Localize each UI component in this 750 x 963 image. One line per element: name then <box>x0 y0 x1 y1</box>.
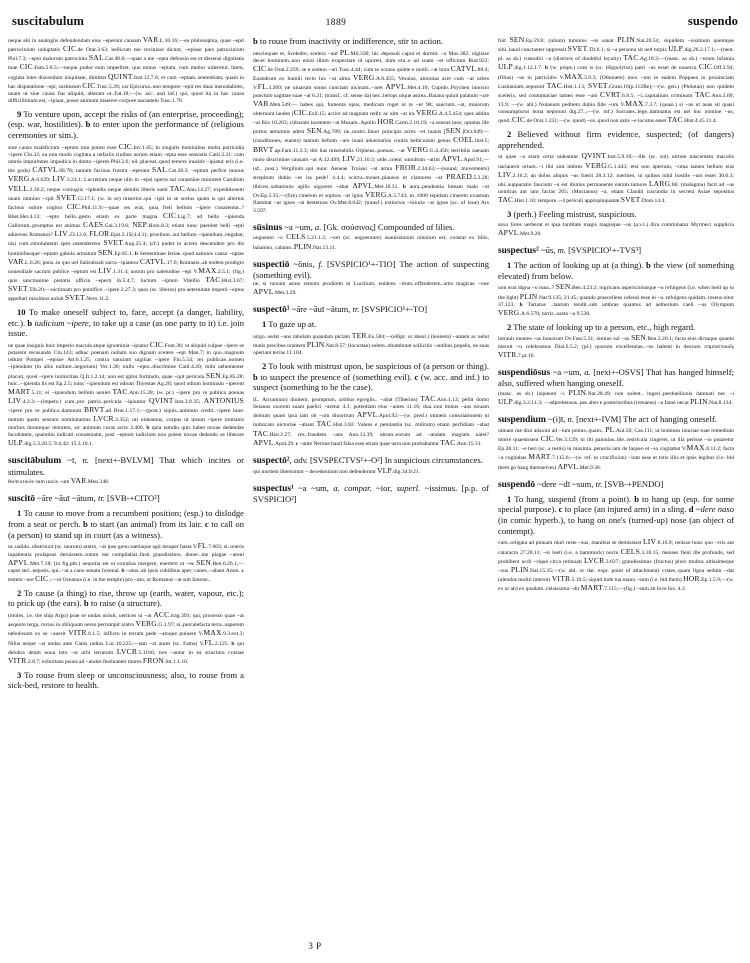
headword: suspectiō <box>253 259 290 270</box>
sense-definition-1: 1 To gaze up at. <box>262 319 317 330</box>
headword: suspectō¹ <box>253 305 290 316</box>
running-head <box>0 14 750 32</box>
sense-definition-3: 3 (perh.) Feeling mistrust, suspicious. <box>507 208 637 219</box>
citation-block: θωπευτικὸν sum uocis ~um VAR.Men.348. <box>8 476 110 486</box>
headword-grammar: ~a ~um, a. compar. ~ior, superl. ~issimus. [p.p. of SVSPICIO²] <box>253 482 489 505</box>
headword: suspendium <box>498 415 546 426</box>
citation-block: utinam me diui adaxint ad ~ium potius..quam.. PL.Aul.50; Cas.111; ut homines iniuriae tuae remedium morte quaesissent CIC.Ver.3.129; ni illi painulas..ille..restricula cingeret, ut illa perisse ~io putaretur Ep.28.11; ~e heri (sc. a restis) in maxima..penuria iam de laqueo et ~io cogitabat V.MAX.8.11.2; facta ~a cogitabas MART.7.115.6;—(w. ref. to crucifixion) ~ium sese et totis illis et ipsis legibus (i.e. bid them go hang themselves) APVL.Met.9.36. <box>498 424 734 471</box>
headword-grammar: ~ī, n. [next+-BVLVM] That which incites or stimulates. <box>8 455 244 477</box>
sense-definition-9: 9 To venture upon, accept the risks of (an enterprise, proceeding); (esp. war, hostilities). b to enter upon the performance of (religious ceremonies or sim.). <box>8 108 244 140</box>
page-footer <box>0 941 750 951</box>
headword-entry-suspectus2 <box>498 245 734 257</box>
sense-definition-2: 2 Believed without firm evidence, suspected; (of dangers) apprehended. <box>498 129 734 150</box>
citation-block: uirgo..sedat ~ans tabulam quandam pictam TER.Eu.584;—(ellipt. or absol.) (leonem) ~antem ac uelut mutis precibus orantem PLIN.Nat.8.57; (locustae) solem..obumbrant sollicitis ~antibus popalis, ne suas operiant terras 11.104. <box>253 331 489 357</box>
headword-grammar: ~a ~um, a. [Gk. σούσινος] Compounded of lilies. <box>282 221 455 232</box>
sense-definition-1b: b to rouse from inactivity or indifference, stir to action. <box>253 36 444 46</box>
column-container <box>0 36 750 941</box>
citation-block: unguento ~o CELS.5.21.1.2; ~um (sc. unguentum) suauissimum omnium est; constat ex liliis, balanino, calamo..PLIN.Nat.13.11. <box>253 232 489 251</box>
headword-grammar: ~a ~um, a. [next+-OSVS] That has hanged himself; also, suffered when hanging oneself. <box>498 366 734 389</box>
sense-definition-2: 2 To look with mistrust upon, be suspicious of (a person or thing). b to suspect the presence of (something evil). c (w. acc. and inf.) to suspect (something to be the case). <box>253 361 489 393</box>
sense-definition-1: 1 To cause to move from a recumbent position; (esp.) to dislodge from a seat or perch. b to start (an animal) from its lair. c to call on (a person) to stand up in court (as a witness). <box>8 508 244 540</box>
page-number: 1889 <box>325 18 347 28</box>
headword: suspectus¹ <box>253 483 294 494</box>
headword-entry-suspendium <box>498 414 734 426</box>
headword-grammar: ~(i)ī, n. [next+-IVM] The act of hanging oneself. <box>545 414 717 425</box>
headword: suscitō <box>8 494 36 505</box>
column-3 <box>498 36 734 941</box>
sense-definition-1: 1 To hang, suspend (from a point). b to hang up (esp. for some special purpose). c to place (an injured arm) in a sling. d ~dere naso (in comic hyperb.), to hang on one's (turned-up) nose (an object of contempt). <box>498 493 734 536</box>
headword-grammar: ~āre ~āuī ~ātum, tr. [SVB-+CITO²] <box>35 493 160 504</box>
headword: suspendiōsus <box>498 367 551 378</box>
headword: sūsinus <box>253 222 283 233</box>
citation-block: intrauit mentes ~us honorum Ov.Fast.5.31; nimius sul ~us SEN.Ben.2.26.1; facta eius dictaque quanto meruit ~u celebramus Dial.6.5.2; (pl.) quorum excellentiae..~us habent in deorum σπμπαττικοῖς VITR.7.pr.16. <box>498 333 734 359</box>
headword: suspendō <box>498 479 536 490</box>
sense-definition-10: 10 To make oneself subject to, face, accept (a danger, liability, etc.). b iudicium ~ipere, to take up a case (as one party to it) i.e. join issue. <box>8 307 244 339</box>
citation-block: cum..religata ad pinnam muri reste ~sus, manibus se demisisset LIV.8.16.9; renisso hunc quo ~cris aut cataracta 27.28.11; ~si loeti (i.e. a hammock) noctu CELS.3.18.15; menses fient ille profundo, sed prohibent ucdi ~rique circa retinuati LVCR.3.637; grandissimus (fructus) plurs multos altissimeque ~sus PLIN.Nat.15.35;—(w. abl. or dat. expr. point of attachment) crates..quam ligna sedum ~dat (alendos moliti intersit) VITR.5.10.5; siquid inde tua manu ~sum (i.e. bid them) HOR.Ep.1.5.9;—(w. ex or ab) ex quadam..celsissima ~dit MART.7.115;—(fig.) ~sum ab Iove Iuv. 4.3. <box>498 537 734 593</box>
citation-block: nescioquae te, Sceledre, scelera ~ant PL.Mil.330; hic deposuit caput et dormit. ~a Mos.382; uigilare decet hominem..non enim illum exspectare id oportet, dum eru..e ad suam ~et officium Rud.922; CIC.de Orat.2.259; se e somno ~ari Tusc.4.44; cum te octaua quiete e molli..~at hora CATVL.80.4; Euandrum ex humili tecto lux ~at alma VERG.A.8.455; Vesuius, attonitas acer cum ~at urbes V.FL.3.209; ne uiuarum sonus cunctam uicinam..~aret APVL.Met.4.10; Cupido..Psychen innoxio punctulo sagittae suae ~at 6.21; (transf., cf. sense 4a) nec..helops utque astrea..Baiana quiuit palatum ~are VAR.Men.549;— habes qui, fomenta opus, medicam roget ut te ~et 90; saucium..~at, maiorum obteruunt laudes [CIC.Exil.15; acrior ad magnam redit; ac uim ~at ira VERG.A.4.5.454; spes addita ~at Ibis 10.263; citharam tacentem ~at Musam..Apollo HOR.Carm.2.10.19; ~a sensus tuos; optatus ille portus aerumnis adest SEN.Ag.789; ne..nostri..fauor principis acres ~et inanis [SEN.]Oct.649;—(conditiones, euents) tantum bellum ~are inani aduersarios contra bellicosum genus COEL.hist.5; BRVT.ap.Fam.11.3.3; tibi has miserabilis Orpheus..poenas.. ~at VERG.G.4.456; terribilis saeuam mulo discrimine causam ~at A.12.499; LIV.21.10.3; uide..coem :umultum ~arint APVL.Apol.91;—(sf., post.) Vergilium..qui nunc Aeneae Troiani ~at arma FROR.2.34.63;—(sound, movements) strepitum dubio ~et ira pede! 4.4.4; scurra..mouet..plausus et clamores ~at PRAED.5.3.28; tibicen..saltationis agilis uigorem ~abat APVL.Met.10.31. b aura..pendentia luteam malo ~at Ov.Ep.5.35;—(fire) cinerem et sopitos ~at ignis VERG.A.5.743; m..1000 tepidam cinerem exustum flammat ~at ignes ~at hesternos Ov.Met.8.642; (transf.) extinctos ~iniuria ~at ignes (sc. of loue) Ars 3.597. <box>253 47 489 214</box>
headword: suspectō² <box>253 455 290 466</box>
column-2 <box>253 36 489 941</box>
headword-entry-suscito <box>8 493 244 505</box>
citation-block: ne quae insignis huic imperio macula atque ignominia ~ipiatur CIC.Font.36; ut aliquid culpae ~ipere se putarent recusando Clu.143; adhuc poenam nullam suo dignam scelere ~ept Man.7; in quo..magnum odium Pompei ~episse Att.6.1.25; contra naturam uigilias ~ipere Fin.5.54; rei publicae..nomen ~ipiendum (in aliis nullum..negotium) Ver.1.36; nullo ~epto..discrimine Catil.4.20; mihi uehementer placuit, quod ~ipere inimicitias Q.fr.1.2.14; non est igitur fortitudo, quae ~ipit pericula SEN.Ep.85.28; huic..~ipienda lis est Ep.2.5; nunc ~ipiendum est odium Thyestae Ag.28; quod odium hominum ~iperent MART.5.11; ei ~ipiendum bellum ueniet TAC.Ann.15.28; (w. pr.) ~ipere pro re publica poenas LIV.4.2.3;—(impers.) cum..pro patria..pericula ~ipiuntur QVINT.Inst.3.8.35; ANTONIUS ~ipere pro re publica..damnum BRVT.ad Brut.1.17.1;—(post.) siquis..animum credit..~ipere hunc motum quem sensum nominitamus LVCR.3.352; uti uideamus, corpus ut ipsum ~ipere immanis morbos durumque dolorem, sic animum curas acris 3.460. b quia tamdiu quis habet noxae dedendae facultatem, quamdiu iudicati conueniatur, post ~eptum iudicium non potest noxae dedendo se liberare ULP.dig.5.3.20.5; 9.4.42; 15.3.10.1. <box>8 340 244 447</box>
sense-definition-2: 2 To cause (a thing) to rise, throw up (earth, water, vapour, etc.); to prick up (the ears). b to raise (a structure). <box>8 587 244 609</box>
sense-definition-3: 3 To rouse from sleep or unconsciousness; also, to rouse from a sick-bed, restore to health. <box>8 669 244 691</box>
headword-entry-suspendiosus <box>498 367 734 389</box>
running-head-right: suspendo <box>687 14 738 28</box>
signature-mark: 3 P <box>308 941 322 951</box>
headword-entry-suspendo <box>498 479 734 491</box>
citation-block: (masc. as sb.) laqueum ~i PLIN.Nat.28.49; non solent.. lugeri..perduellionis damnati nec ~i ULP.dig.3.2.11.3; —adprehensus..pes alter e posterioribus (irenaeus) ~a fame necat PLIN.Nat.8.134. <box>498 388 734 407</box>
sense-definition-1: 1 The action of looking up at (a thing). b the view (of something elevated) from below. <box>498 260 734 281</box>
citation-block: ne, si rursum asino remoto prodirem in Lucilium, euidens ~itum..offenderem..artis magicae ~one APVL.Met.3.29. <box>253 280 489 296</box>
citation-block: sine causa maleficium ~eptum non potest esse CIC.Inv.1.45; in singulis hominibus multa parricidia ~ipere Clu.32; ea non modo cogitata a nefariis ciuibus uerum etiam ~epta esse sensistis Catil.3.21; cum omnis impuritates impudica in domo ~iperes Phil.2.6; nil..placeat..quod temere inusitis ~ipiatur eris (i.e. the gods) CATVL.68.78; tantum facinus frustra ~eperant SAL.Cat.28.3; ~eptum perfice munus VERG.A.6.629; LIV.3.24.1; Lucretium neque ullo in ~epsi operis sui conamine minorem Catullum VELL.2.36.2; neque coniugiis ~iplendis neque alendis liberis sueti TAC.Ann.14.27; expeditionem unam omnino ~cpit SVET.Cl.17.1; (w. in se) miserior..qui ~ipit in se scelus quam is qui alterius facinus subire cogitur CIC.Phil.11.9;—quae res erat, quia freti bellum ~ipere conarentur..? Rhet.Her.4.13; ~epto bello..gesto etiam ex parte magna CIC.Lig.7; ad bella ~ipienda Gallorum..promptus est animus CAES.Gal.3.19.6; NEP.Hom.8.3; etiam nunc paenitet belli ~epti aduersus Romanos? LIV.23.12.6; FLOR.Epit.2.15(4.4.1); proelium..aut bellum ~ipiendum..negabat, nisi cum..emolumenti spes..ostenderetur SVET.Aug.25.4; (cf.) pudet in aciem descendere pro dis hominibusque ~eptam gabula armatum SEN.Ep.85.1. b Sementiuae feriae..quod sationis causa ~optae VAR.L.6.26; pons..in quo uel Salisubsali sacra ~ipiantur CATVL.17.6; Romanis..ab eodem prodigio nouendiale sacrum publice ~eptum est LIV.1.31.4; uotum pro ualetudine ~epi V.MAX.2.5.1; (fig.) quis sanctissime pietatis officia ~eperit ib.5.4.7; luctum ~iptum Vitellio TAC.Hist.3.67; SVET.Tib.20;—uictimam pro pontifice..~ipere 2.27.3; quos (sc. liberos) pro aeternitate imperii ~eptos appellari maximos uoluit SVET.Nero 11.2. <box>8 141 244 303</box>
citation-block: qui mortem libertorum ~ decedentium non defenderunt VLP.dig.34.9.21. <box>253 465 421 475</box>
citation-block: (moles, i.e. the ship Argo) prae se undas uoluit, uertices ui ~at ACC.trag.393; qui, processo quae ~at aequore terga, rursus in obliquum uerso perrumpit aratro VERG.G.1.97; si..percalefacta terra..uaporem nebulosum ex se ~auerit VITR.8.1.5; inflicto in terram pede ~atoque puluere V.MAX.9.3.ext.3; Nilus neque ~at undas ante Canis radios Luc.10.225;—iam ~at aures (sc. Fama) V.FL.2.125. b qui delubra deum noua toto ~st orbi terrarum LVCR.5.1166; tres ~antur in ea structura crustae VITR.2.8.7; exhortans psuos ad ~andos festinanter mures FRON.Str.1.1.10. <box>8 610 244 665</box>
citation-block: saxo fores uerberat et ipsa tarditate magis magisque ~us (a.v.l.) dira comminatur Myrmeci supplicia APVL.Met.9.20. <box>498 221 734 237</box>
citation-block: ut..ualido..obstrinxit (sc. taurum) aratro, ~at ipse genu saetiaque agit insuper hasta V.FL.7.603; si..oneris inpatientia prolapsus deruissem..totum me compilabat..fusti grandissimo, donec..me plagae ~arent APVL.Met.7.18; (in fig.phr.) nequitia est ut extrahas mergere, euertere ut ~es SEN.Ben.6.26.1;—caput seri..nepotis..qui..~at a cano senatu Iuvenal. b ~atus..ab ipsis cubilibus aper; canes..~abant Amm. c testem ~are CIC.;—ut Oceanus (i.e. in the temple) pro ~ato, ut Romanus ~at sub Iunone.. <box>8 541 244 584</box>
column-1 <box>8 36 244 941</box>
headword: suscitābulum <box>8 456 62 467</box>
citation-block: fuit SEN.Ep.59.8; (alium) tumores ~os sanat PLIN.Nat.20.54; siquidem ~issimum quemque sibi..haud cunctanter oppressit SVET.Tit.6.1; si ~a persona sit ued turpis ULP.dig.26.2.17.1;—(neut. pl. as sb.) custodiri ~a (districts of doubtful loyalty) TAC.Ag.18.3;—(masc. as sb.) ~nrum infamia ULP.dig.1.12.1.7. b (w. preps.) cum is (sc. Hippolytus) patri ~us esset de nouerca CIC.Off.3.94; (filius) ~us in parricidio V.MAX.5.9.3; (Othonem) mox ~um in eadem Poppaea in prouinciam Lusitaniam..seposuit TAC.Hist.1.13; SVET.Gram.16(p.112Re);—(w. gen.) (Philotan) non quidem sceleris, sed contumaciae tamen esse ~um CVRT.6.8.5; ~i..capitalium criminum TAC.Ann.3.60; 13.9; —(w. abl.) Nolanum peditem dubia fide ~um V.MAX.7.3.7; (quasi.) si ~us ut auas sit quasi consumpturus bona nepotum dig.27..;—(w. inf.) Socrates..lege..damnatus est uel hoc nomine ~us, quod..CIC.de Orat.1.231;—(w. quod) ~us..quod non satis ~e locutus esset TAC.Hist.4.45.11.4. <box>498 36 734 125</box>
headword-entry-suspectio <box>253 259 489 281</box>
headword: suspectus² <box>498 245 539 256</box>
headword-grammar: ~ūs, m. [SVSPICIO¹+-TVS³] <box>538 244 642 255</box>
headword-entry-suscitabulum <box>8 455 244 477</box>
headword-entry-suspecto1 <box>253 304 489 316</box>
citation-block: (L. Arruntium) diuitem, promptum, artibus egregiis.. ~abat (Tiberius) TAC.Ann.1.13; pellit domo Seianus uxorem suam paelici ~aretur 4.3; potentiam eius ~antes 11.16; dua..non minus ~ans nouam domum quam ipsa iam ob ~um diuortium APVL.Apol.92;—(w. pred.) omnem consolationem ut inimicam uictoriae ~abant TAC.Hist.3.82. Valens e petulantia (sc. militum) etiam perfidiam ~abat TAC.Hist.2.27; rex..fraudem ~ans Ann.13.39; utrum..eorum ad ~andam magiam ualet? APVL.Apol.29. c ~ante Nerone haud falsa esse etiam quae uera non probabantur TAC.Ann.15.31. <box>253 393 489 447</box>
citation-block: ut quae ~a erant certa uideantur QVINT.Inst.5.9.10;—ille (sc. sol) uirtute nascentem maculis uariauerit ortum..~i tibi sint imbres VERG.G.1.443; etsi non apertum, ~uma tamen bellum erat LIV.2.16.2; an dolus aliquis ~us fuerit 28.3.12; inermes, ut quibus nihil hostile ~um esset 30.6.3; ubi..suppuratio faucium ~a est diutius permanente earum tumore LARG.66; (malagma) facit ad ~as uomicas aut iam factas 265; (Mucianus) ~a, etiam Claudii iracundia in secreta Asiae sepositus TAC.Hist.1.10; tempore..~4 periculi appropinquante SVET.Dom.14.4. <box>498 151 734 205</box>
headword-grammar: ~āre ~āuī ~ātum, tr. [SVSPICIO¹+-TO] <box>289 304 428 315</box>
sense-definition-2: 2 The state of looking up to a person, etc., high regard. <box>507 321 696 332</box>
citation-block: non erat digna ~u luna..? SEN.Ben.4.23.2; nigricans aspericiniusque ~u refulgens (i.e. when held up to the light) PLIN.Nat.9.135; 21.45; quando praecellens celeusi esse in ~u..refulgens quidam..roseus nitor 37.123. b Tartarus ..tantum tendit..sub umbras quantus ad aetherium caeli ~us Olympum VERG.A.6.579; turris..uasto ~u 9.530. <box>498 282 734 317</box>
headword-entry-suspectus1 <box>253 483 489 505</box>
headword-grammar: ~ōnis, f. [SVSPICIO¹+-TIO] The action of suspecting (something evil). <box>253 258 489 281</box>
headword-grammar: ~dere ~dī ~sum, tr. [SVB-+PENDO] <box>535 478 664 489</box>
citation-block: neque alii in analogiis defendendam eius ~eperunt causam VAR.L.10.16;—ea philosophia, quae ~epit patrocinium uoluptatis CIC.de Orat.3.63; bellicum me cecinisse dicunt, ~episse pars patrocinium Phil.7.3; ~epto malorum patrocinio SAL.Cat.48.8;—quae a me ~epta defensio est et dissensi dignitatis tuae CIC.Fam.5.8.5;—neque..pudor eum impediret, quo minus ~eptam, cum melior uideretur, litem, cognita inter discendum iniquitate, dimittat QUINT.Inst.12.7.6; et cum ~eptam..sententiam, quam in hac disputatione ~epi, sustineam CIC.Tusc.5.28; car Epicurus..uno tempore ~epit res duas inenodabiles, unam ut sine causa fiat aliquid, alteram ut..Fat.18;—(w. acc. and inf.) qui, quod ita in hac causa difficillimum est, ~ipiant, posse animum maerere corpore uacantem Tusc.1.78. <box>8 36 244 105</box>
running-head-left: suscitabulum <box>12 14 85 28</box>
headword-grammar: , adv. [SVSPECTVS¹+-O²] In suspicious circumstances. <box>289 454 483 465</box>
headword-entry-suspecto2 <box>253 455 489 467</box>
